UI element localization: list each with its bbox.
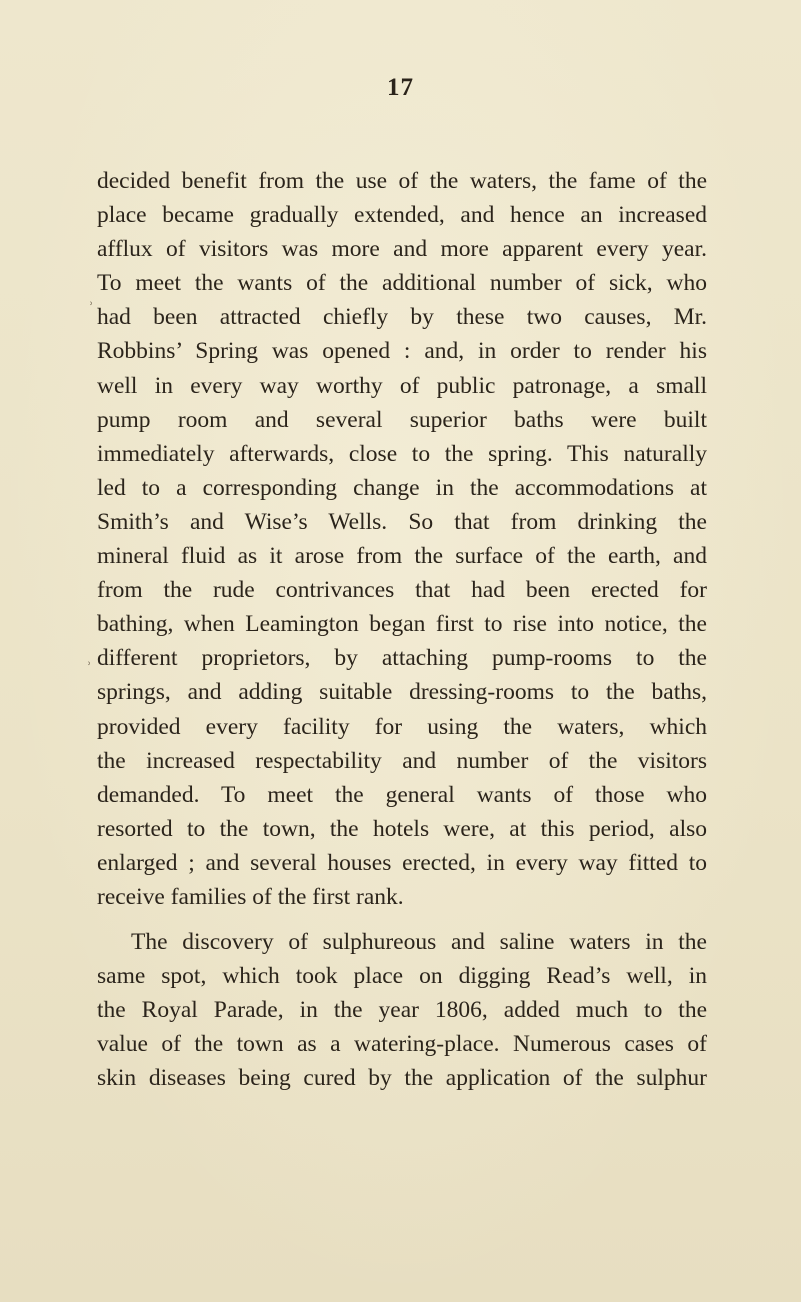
text-line: same spot, which took place on digging Read’s well, in	[97, 963, 707, 990]
text-line: well in every way worthy of public patronage, a small	[97, 372, 707, 399]
text-line: the increased respectability and number of the visitors	[97, 747, 707, 774]
text-line: Robbins’ Spring was opened : and, in order to render his	[97, 338, 707, 365]
text-line: demanded. To meet the general wants of those who	[97, 781, 707, 808]
text-line: afflux of visitors was more and more apparent every year.	[97, 236, 707, 263]
margin-mark: ˒	[88, 290, 94, 310]
text-line: enlarged ; and several houses erected, in every way fitted to	[97, 849, 707, 876]
text-line: To meet the wants of the additional number of sick, who	[97, 270, 707, 297]
text-line: provided every facility for using the waters, which	[97, 713, 707, 740]
paragraph-1	[97, 164, 707, 914]
text-line: receive families of the first rank.	[97, 883, 404, 910]
page-number: 17	[387, 74, 414, 101]
text-line: immediately afterwards, close to the spring. This naturally	[97, 440, 707, 467]
text-line: The discovery of sulphureous and saline waters in the	[131, 929, 707, 955]
text-line: led to a corresponding change in the accommodations at	[97, 474, 707, 501]
text-line: springs, and adding suitable dressing-rooms to the baths,	[97, 679, 707, 706]
text-line: bathing, when Leamington began first to rise into notice, the	[97, 611, 707, 638]
text-line: from the rude contrivances that had been erected for	[97, 577, 707, 604]
text-line: skin diseases being cured by the application of the sulphur	[97, 1065, 707, 1092]
text-line: different proprietors, by attaching pump-rooms to the	[97, 645, 707, 672]
text-line: mineral fluid as it arose from the surface of the earth, and	[97, 543, 707, 570]
text-line: Smith’s and Wise’s Wells. So that from drinking the	[97, 508, 707, 535]
text-line: had been attracted chiefly by these two causes, Mr.	[97, 304, 707, 331]
text-line: the Royal Parade, in the year 1806, added much to the	[97, 997, 707, 1024]
text-line: resorted to the town, the hotels were, at this period, also	[97, 815, 707, 842]
paragraph-2	[97, 925, 707, 1095]
text-line: value of the town as a watering-place. Numerous cases of	[97, 1031, 707, 1058]
text-line: decided benefit from the use of the waters, the fame of the	[97, 168, 707, 194]
text-line: place became gradually extended, and hence an increased	[97, 202, 707, 229]
text-line: pump room and several superior baths were built	[97, 406, 707, 433]
margin-mark: ˒	[86, 650, 92, 670]
